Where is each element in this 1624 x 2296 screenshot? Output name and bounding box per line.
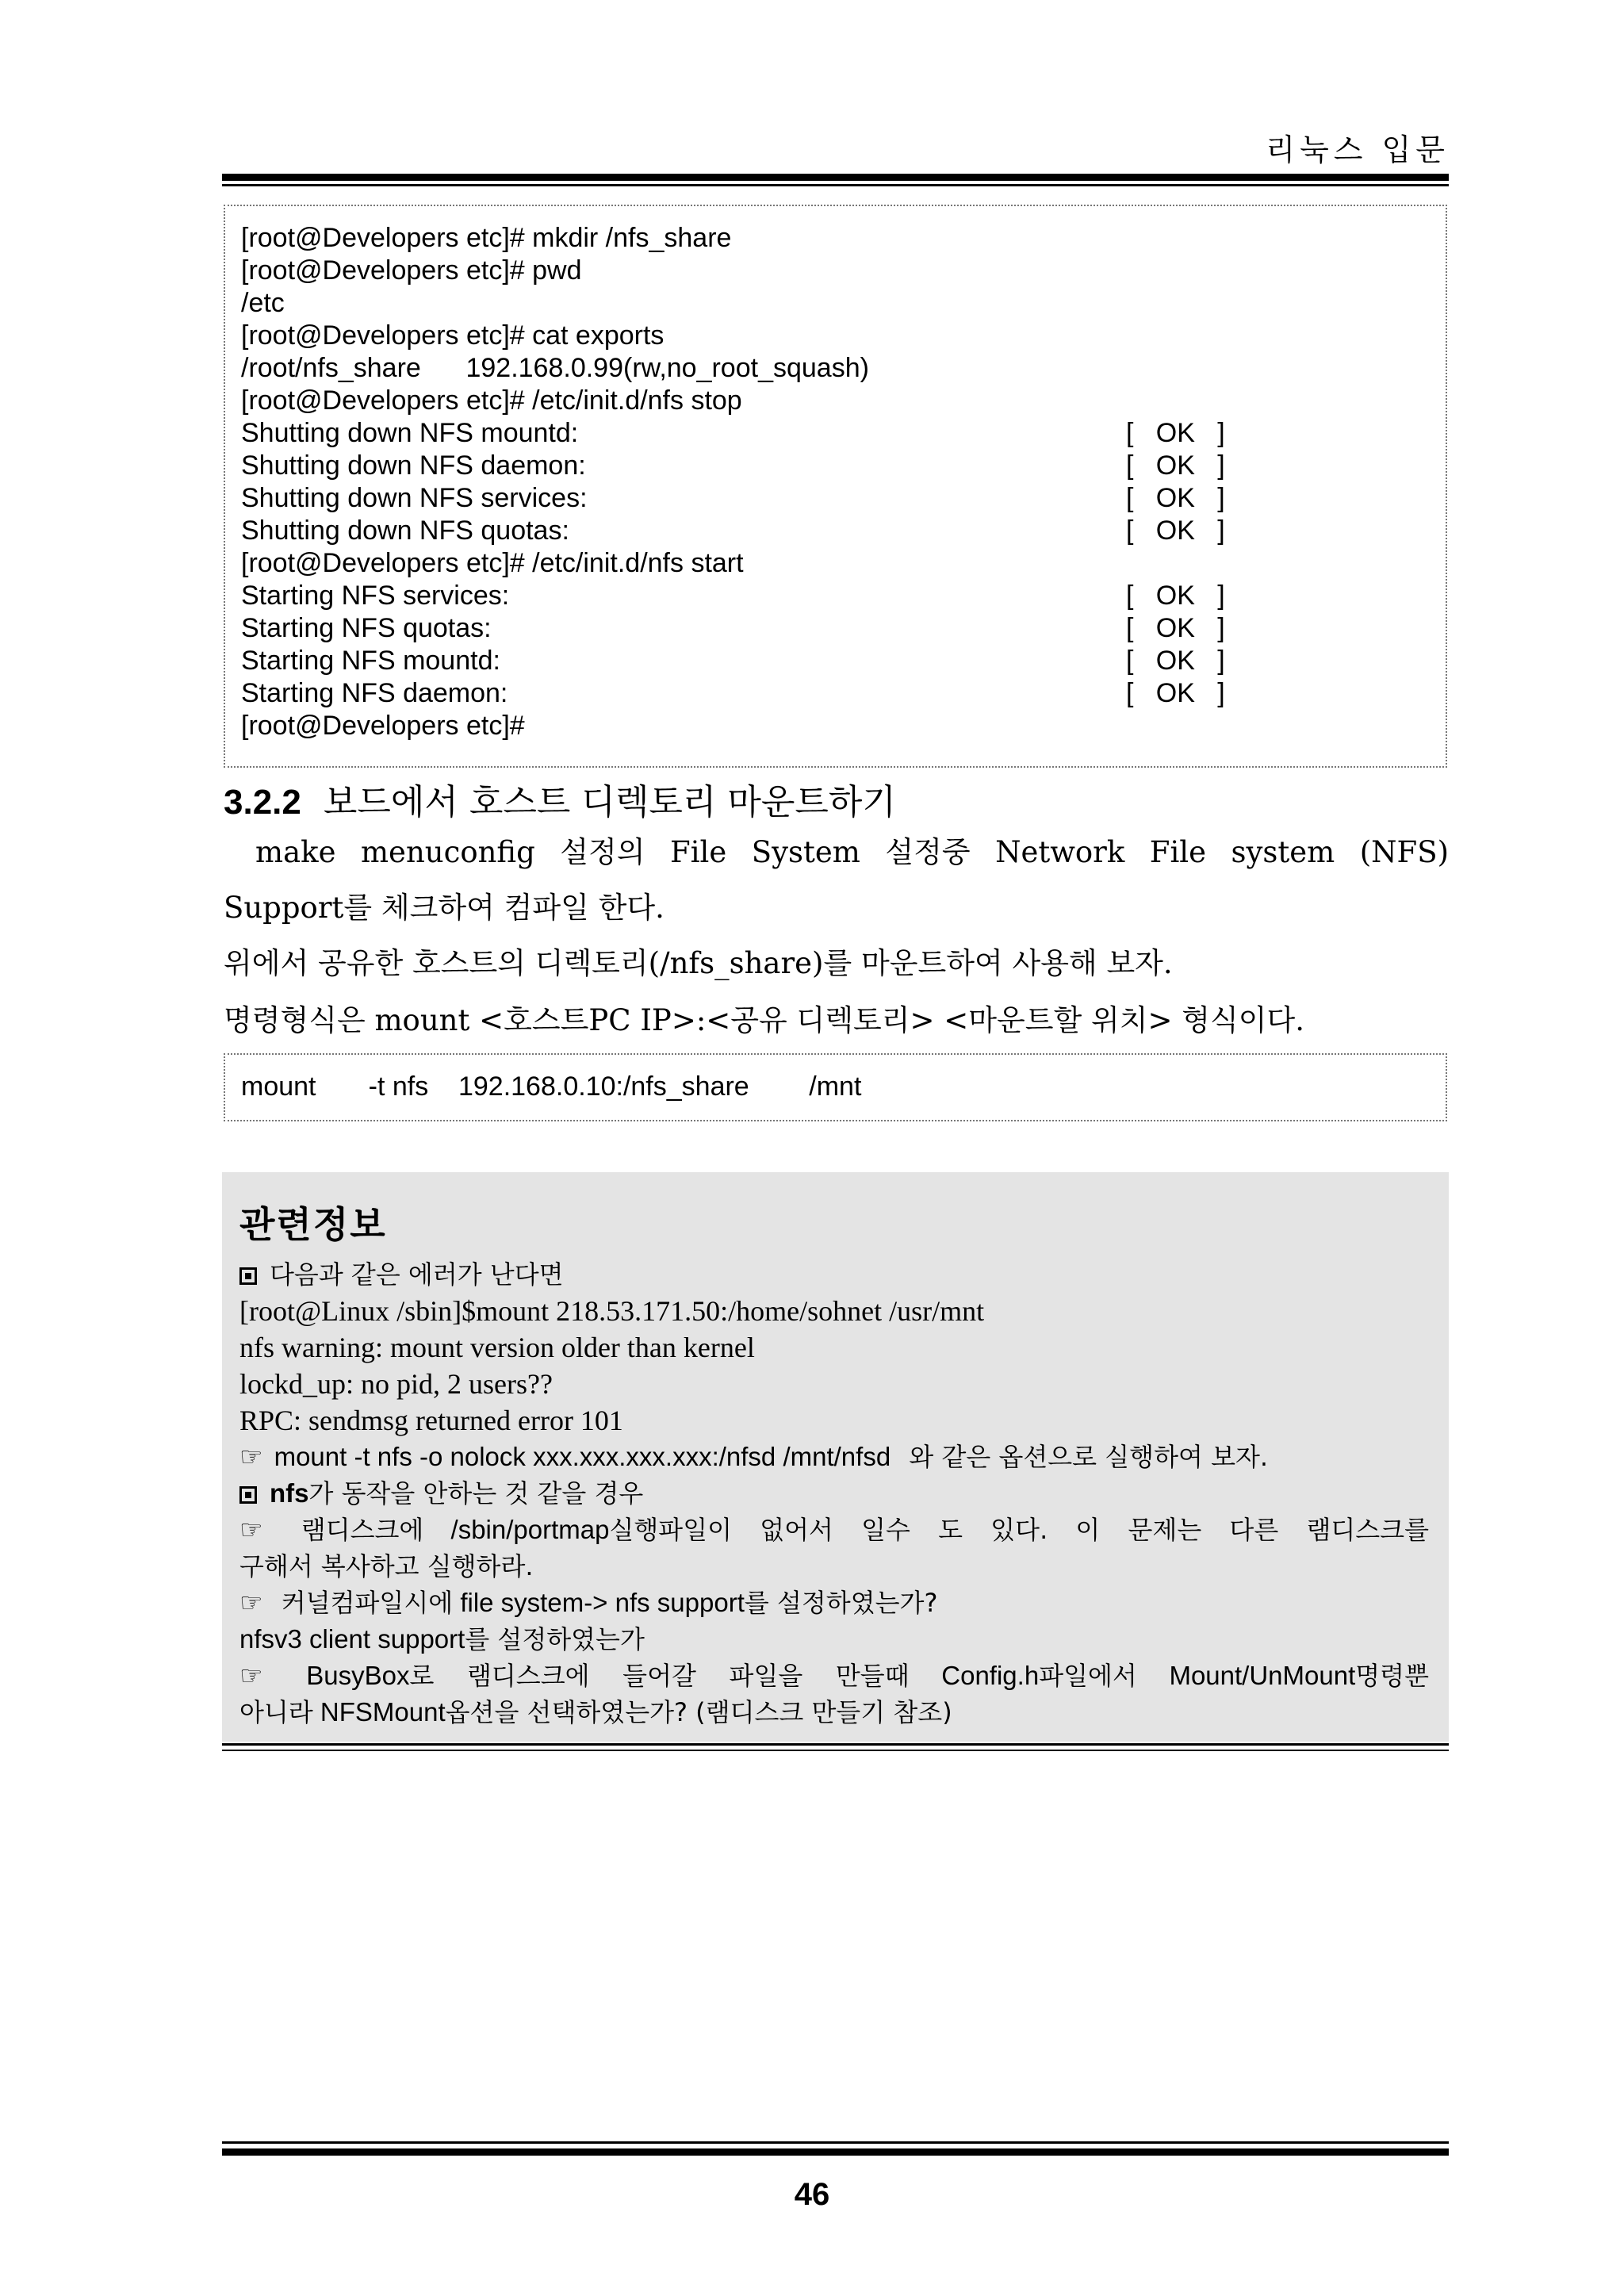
terminal-line: Shutting down NFS services: <box>241 483 588 513</box>
status-ok: [ OK ] <box>1126 483 1225 513</box>
running-header: 리눅스 입문 <box>1266 132 1450 167</box>
section-heading <box>224 773 896 824</box>
footer-rule-thin <box>222 2141 1449 2144</box>
section-title: 보드에서 호스트 디렉토리 마운트하기 <box>323 782 896 822</box>
terminal-line: mount -t nfs 192.168.0.10:/nfs_share /mnt <box>241 1071 862 1102</box>
fix-text: 실행파일이 없어서 일수 도 있다. 이 문제는 다른 램디스크를 <box>609 1515 1430 1545</box>
footer-rule-thick <box>222 2148 1449 2156</box>
info-rule-bottom-2 <box>222 1750 1449 1751</box>
terminal-line: Shutting down NFS mountd: <box>241 418 579 448</box>
terminal-line: [root@Developers etc]# cat exports <box>241 320 665 351</box>
related-info-box <box>222 1172 1449 1742</box>
square-bullet-icon <box>239 1486 257 1504</box>
info-item-heading <box>239 1256 1429 1293</box>
paragraph-line: make menuconfig 설정의 File System 설정중 Network File system (NFS) <box>255 835 1449 869</box>
terminal-line: /root/nfs_share 192.168.0.99(rw,no_root_squash) <box>241 353 869 383</box>
terminal-line: Starting NFS mountd: <box>241 646 500 676</box>
fix-text: 파일에서 <box>1039 1661 1137 1691</box>
page-number: 46 <box>794 2177 830 2212</box>
info-rule-bottom <box>222 1743 1449 1746</box>
info-fix-line <box>239 1694 1429 1731</box>
info-fix-line <box>239 1439 1429 1475</box>
info-item-bold: nfs <box>270 1478 309 1508</box>
fix-text: Config.h <box>941 1661 1040 1690</box>
paragraph-line: Support를 체크하여 컴파일 한다. <box>224 891 665 925</box>
section-number: 3.2.2 <box>224 783 301 822</box>
fix-text: Mount/UnMount <box>1169 1661 1356 1690</box>
info-fix-line <box>239 1658 1429 1694</box>
fix-text: 와 같은 옵션으로 실행하여 보자. <box>909 1442 1269 1472</box>
error-line: nfs warning: mount version older than kernel <box>239 1332 755 1363</box>
info-fix-line: 구해서 복사하고 실행하라. <box>239 1551 534 1581</box>
terminal-line: [root@Developers etc]# pwd <box>241 255 582 286</box>
terminal-block-exports <box>224 205 1447 768</box>
error-line: [root@Linux /sbin]$mount 218.53.171.50:/home/sohnet /usr/mnt <box>239 1295 985 1327</box>
status-ok: [ OK ] <box>1126 678 1225 708</box>
error-line: RPC: sendmsg returned error 101 <box>239 1405 623 1436</box>
terminal-line: Shutting down NFS daemon: <box>241 450 586 481</box>
info-fix-line <box>239 1585 1429 1621</box>
fix-text: 를 설정하였는가? <box>744 1588 938 1618</box>
fix-text: BusyBox <box>306 1661 410 1690</box>
info-item-text: 다음과 같은 에러가 난다면 <box>270 1259 564 1290</box>
fix-text: 램디스크에 <box>301 1515 424 1545</box>
fix-text: 명령뿐 <box>1355 1661 1430 1691</box>
fix-text: nfsv3 client support <box>239 1624 465 1654</box>
square-bullet-icon <box>239 1267 257 1285</box>
terminal-line: Starting NFS services: <box>241 581 510 611</box>
terminal-line: /etc <box>241 288 285 318</box>
fix-command: mount -t nfs -o nolock xxx.xxx.xxx.xxx:/nfsd /mnt/nfsd <box>274 1442 891 1471</box>
terminal-line: [root@Developers etc]# /etc/init.d/nfs start <box>241 548 744 578</box>
status-ok: [ OK ] <box>1126 450 1225 481</box>
info-item-text: 가 동작을 안하는 것 같을 경우 <box>308 1478 644 1508</box>
terminal-line: Starting NFS quotas: <box>241 613 492 643</box>
fix-text: 를 설정하였는가 <box>465 1624 645 1654</box>
status-ok: [ OK ] <box>1126 581 1225 611</box>
fix-text: 아니라 <box>239 1697 313 1727</box>
fix-text: 커널컴파일시에 <box>281 1588 454 1618</box>
terminal-line: Shutting down NFS quotas: <box>241 516 569 546</box>
terminal-line: [root@Developers etc]# mkdir /nfs_share <box>241 223 732 253</box>
fix-text: 로 램디스크에 들어갈 파일을 만들때 <box>409 1661 910 1691</box>
terminal-line: [root@Developers etc]# /etc/init.d/nfs stop <box>241 385 742 416</box>
status-ok: [ OK ] <box>1126 613 1225 643</box>
pointing-hand-icon: ☞ <box>239 1441 263 1472</box>
pointing-hand-icon: ☞ <box>239 1660 263 1691</box>
terminal-block-mount <box>224 1053 1447 1121</box>
paragraph-line: 위에서 공유한 호스트의 디렉토리(/nfs_share)를 마운트하여 사용해 보자. <box>224 946 1173 980</box>
fix-path: /sbin/portmap <box>450 1515 610 1544</box>
status-ok: [ OK ] <box>1126 516 1225 546</box>
fix-text: file system-> nfs support <box>460 1588 745 1617</box>
paragraph-line: 명령형식은 mount <호스트PC IP>:<공유 디렉토리> <마운트할 위치> 형식이다. <box>224 1003 1304 1037</box>
fix-text: NFSMount <box>320 1697 446 1727</box>
pointing-hand-icon: ☞ <box>239 1514 263 1545</box>
info-fix-line <box>239 1512 1429 1548</box>
info-fix-line <box>239 1621 1429 1658</box>
status-ok: [ OK ] <box>1126 418 1225 448</box>
error-line: lockd_up: no pid, 2 users?? <box>239 1368 553 1400</box>
info-title: 관련정보 <box>239 1203 387 1246</box>
terminal-line: [root@Developers etc]# <box>241 711 525 741</box>
header-rule-thick <box>222 174 1449 181</box>
header-rule-thin <box>222 184 1449 186</box>
pointing-hand-icon: ☞ <box>239 1587 263 1618</box>
status-ok: [ OK ] <box>1126 646 1225 676</box>
info-item-heading <box>239 1475 1429 1512</box>
terminal-line: Starting NFS daemon: <box>241 678 508 708</box>
fix-text: 옵션을 선택하였는가? (램디스크 만들기 참조) <box>445 1697 952 1727</box>
